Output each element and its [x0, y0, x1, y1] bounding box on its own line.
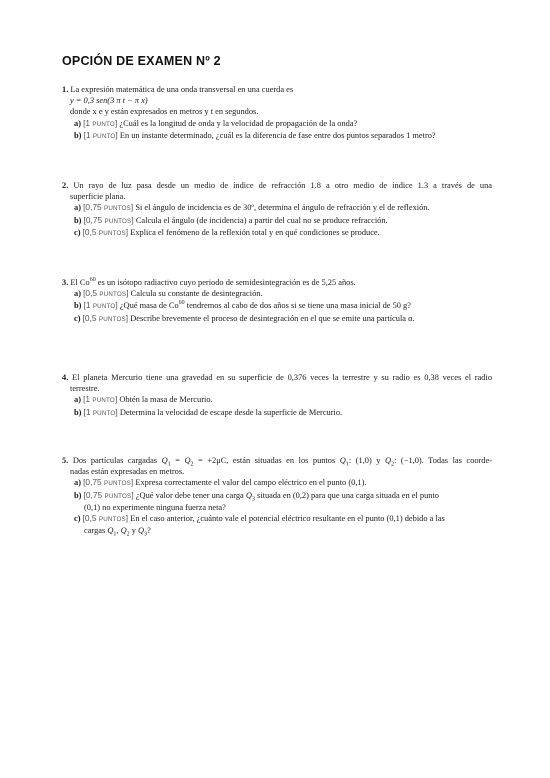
sub-question-c: c) [0,5 PUNTOS] Describe brevemente el proceso de desintegración en el que se emite una partícula α.	[74, 312, 415, 323]
question-2	[62, 180, 492, 239]
points-badge: [0,5 PUNTOS]	[82, 513, 129, 524]
points-badge: [0,75 PUNTOS]	[83, 489, 134, 500]
question-number: 2.	[62, 181, 69, 190]
question-1	[62, 84, 492, 142]
question-text: El planeta Mercurio tiene una gravedad en su superficie de 0,376 veces la terrestre y su radio es 0,38 veces el radio	[72, 373, 493, 382]
sub-question-b: b) [1 PUNTO] En un instante determinado, ¿cuál es la diferencia de fase entre dos puntos separados 1 metro?	[74, 129, 436, 140]
sub-question-c: c) [0,5 PUNTOS] Explica el fenómeno de la reflexión total y en qué condiciones se produce.	[74, 226, 380, 237]
points-badge: [1 PUNTO]	[83, 117, 118, 128]
sub-question-a: a) [0,75 PUNTOS] Expresa correctamente el valor del campo eléctrico en el punto (0,1).	[74, 477, 367, 488]
question-number: 4.	[62, 373, 69, 382]
sub-question-a: a) [1 PUNTO] ¿Cuál es la longitud de onda y la velocidad de propagación de la onda?	[74, 117, 358, 128]
question-text: superficie plana.	[70, 192, 126, 202]
question-text: 3. El Co$^{60}$ es un isótopo radiactivo cuyo periodo de semidesintegración es de 5,25 años.	[62, 277, 356, 287]
question-3	[62, 277, 492, 325]
question-number: 5.	[62, 456, 69, 465]
page-title: OPCIÓN DE EXAMEN Nº 2	[62, 54, 221, 68]
question-text: nadas están expresadas en metros.	[70, 467, 185, 477]
sub-question-b: b) [1 PUNTO] ¿Qué masa de Co$^{60}$ tendremos al cabo de dos años si se tiene una masa inicial de 50 g?	[74, 300, 411, 311]
sub-question-c: c) [0,5 PUNTOS] En el caso anterior, ¿cuánto vale el potencial eléctrico resultante en el punto (0,1) debido a las cargas $Q_1$, $Q_2$ y $Q_3$?	[74, 513, 445, 538]
sub-question-b: b) [0,75 PUNTOS] ¿Qué valor debe tener una carga $Q_3$ situada en (0,2) para que una carga situada en el punto (0,1) no experimente ninguna fuerza neta?	[74, 489, 439, 512]
wave-formula: y = 0,3 sen(3 π t − π x)	[70, 96, 148, 106]
sub-question-a: a) [0,75 PUNTOS] Si el ángulo de incidencia es de 30º, determina el ángulo de refracción y el de reflexión.	[74, 202, 430, 213]
points-badge: [0,75 PUNTOS]	[83, 477, 134, 488]
question-text: donde x e y están expresados en metros y t en segundos.	[70, 107, 259, 117]
points-badge: [1 PUNTO]	[83, 129, 118, 140]
points-badge: [1 PUNTO]	[83, 406, 118, 417]
question-text: La expresión matemática de una onda transversal en una cuerda es	[70, 85, 294, 94]
points-badge: [0,5 PUNTOS]	[82, 226, 129, 237]
sub-question-a: a) [0,5 PUNTOS] Calcula su constante de desintegración.	[74, 288, 263, 299]
points-badge: [1 PUNTO]	[83, 394, 118, 405]
question-number: 1.	[62, 85, 69, 94]
points-badge: [0,75 PUNTOS]	[83, 214, 134, 225]
question-5	[62, 455, 492, 536]
question-text: terrestre.	[70, 384, 100, 394]
sub-question-b: b) [0,75 PUNTOS] Calcula el ángulo (de incidencia) a partir del cual no se produce refracción.	[74, 214, 388, 225]
points-badge: [1 PUNTO]	[83, 300, 118, 311]
question-4	[62, 372, 492, 419]
sub-question-a: a) [1 PUNTO] Obtén la masa de Mercurio.	[74, 394, 213, 405]
points-badge: [0,5 PUNTOS]	[83, 288, 129, 299]
question-number: 3.	[62, 278, 69, 287]
points-badge: [0,5 PUNTOS]	[82, 312, 129, 323]
question-text: 5. Dos partículas cargadas $Q_1 = Q_2 = +2\mu C$, están situadas en los puntos $Q_1$: (1,0) y $Q_2$: (−1,0). Todas las coorde-	[62, 456, 492, 468]
points-badge: [0,75 PUNTOS]	[83, 202, 134, 213]
question-text: Un rayo de luz pasa desde un medio de índice de refracción 1.8 a otro medio de índice 1.3 a través de una	[73, 181, 492, 190]
sub-question-b: b) [1 PUNTO] Determina la velocidad de escape desde la superficie de Mercurio.	[74, 406, 343, 417]
